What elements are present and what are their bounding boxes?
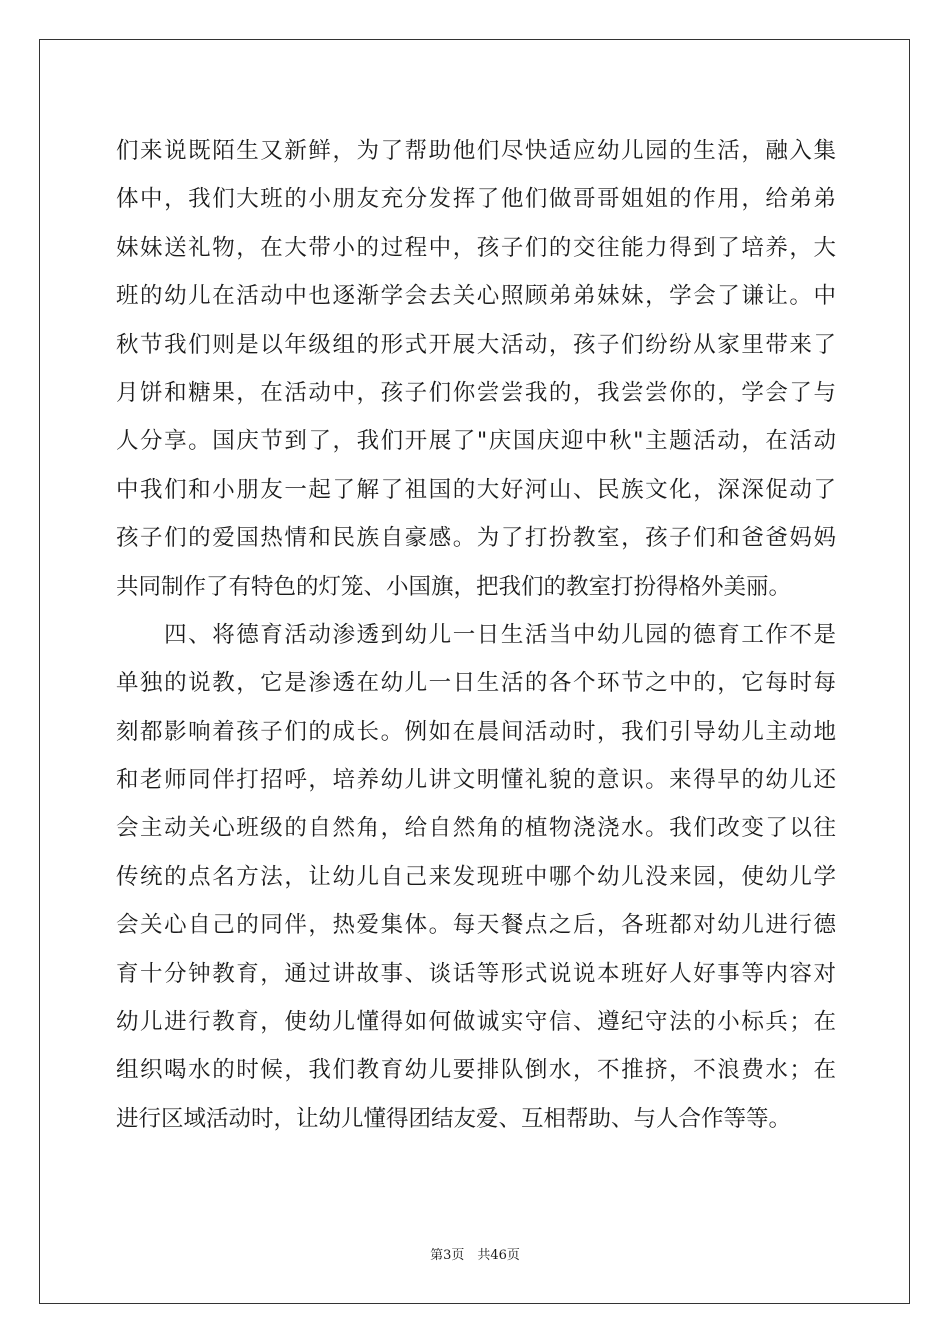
text-line: 妹妹送礼物，在大带小的过程中，孩子们的交往能力得到了培养，大: [116, 234, 836, 261]
text-line: 组织喝水的时候，我们教育幼儿要排队倒水，不推挤，不浪费水；在: [116, 1057, 836, 1084]
text-line: 会主动关心班级的自然角，给自然角的植物浇浇水。我们改变了以往: [116, 815, 836, 842]
text-line: 月饼和糖果，在活动中，孩子们你尝尝我的，我尝尝你的，学会了与: [116, 379, 836, 406]
text-line: 班的幼儿在活动中也逐渐学会去关心照顾弟弟妹妹，学会了谦让。中: [116, 283, 836, 310]
text-line: 传统的点名方法，让幼儿自己来发现班中哪个幼儿没来园，使幼儿学: [116, 863, 836, 890]
text-line: 会关心自己的同伴，热爱集体。每天餐点之后，各班都对幼儿进行德: [116, 912, 836, 939]
text-line: 秋节我们则是以年级组的形式开展大活动，孩子们纷纷从家里带来了: [116, 331, 836, 358]
text-line: 进行区域活动时，让幼儿懂得团结友爱、互相帮助、与人合作等等。: [116, 1105, 792, 1132]
text-line: 们来说既陌生又新鲜，为了帮助他们尽快适应幼儿园的生活，融入集: [116, 138, 836, 164]
text-line: 四、将德育活动渗透到幼儿一日生活当中幼儿园的德育工作不是: [116, 621, 836, 648]
text-line: 刻都影响着孩子们的成长。例如在晨间活动时，我们引导幼儿主动地: [116, 718, 836, 745]
text-line: 单独的说教，它是渗透在幼儿一日生活的各个环节之中的，它每时每: [116, 670, 836, 697]
text-line: 中我们和小朋友一起了解了祖国的大好河山、民族文化，深深促动了: [116, 476, 836, 503]
page-footer: 第3页 共46页: [430, 1248, 520, 1263]
text-line: 孩子们的爱国热情和民族自豪感。为了打扮教室，孩子们和爸爸妈妈: [116, 525, 836, 552]
text-line: 和老师同伴打招呼，培养幼儿讲文明懂礼貌的意识。来得早的幼儿还: [116, 767, 836, 794]
text-line: 育十分钟教育，通过讲故事、谈话等形式说说本班好人好事等内容对: [116, 960, 836, 987]
body-text: [116, 127, 836, 1143]
text-line: 共同制作了有特色的灯笼、小国旗，把我们的教室打扮得格外美丽。: [116, 573, 792, 600]
text-line: 幼儿进行教育，使幼儿懂得如何做诚实守信、遵纪守法的小标兵；在: [116, 1009, 836, 1036]
text-line: 人分享。国庆节到了，我们开展了"庆国庆迎中秋"主题活动，在活动: [116, 428, 836, 455]
text-line: 体中，我们大班的小朋友充分发挥了他们做哥哥姐姐的作用，给弟弟: [116, 186, 836, 213]
